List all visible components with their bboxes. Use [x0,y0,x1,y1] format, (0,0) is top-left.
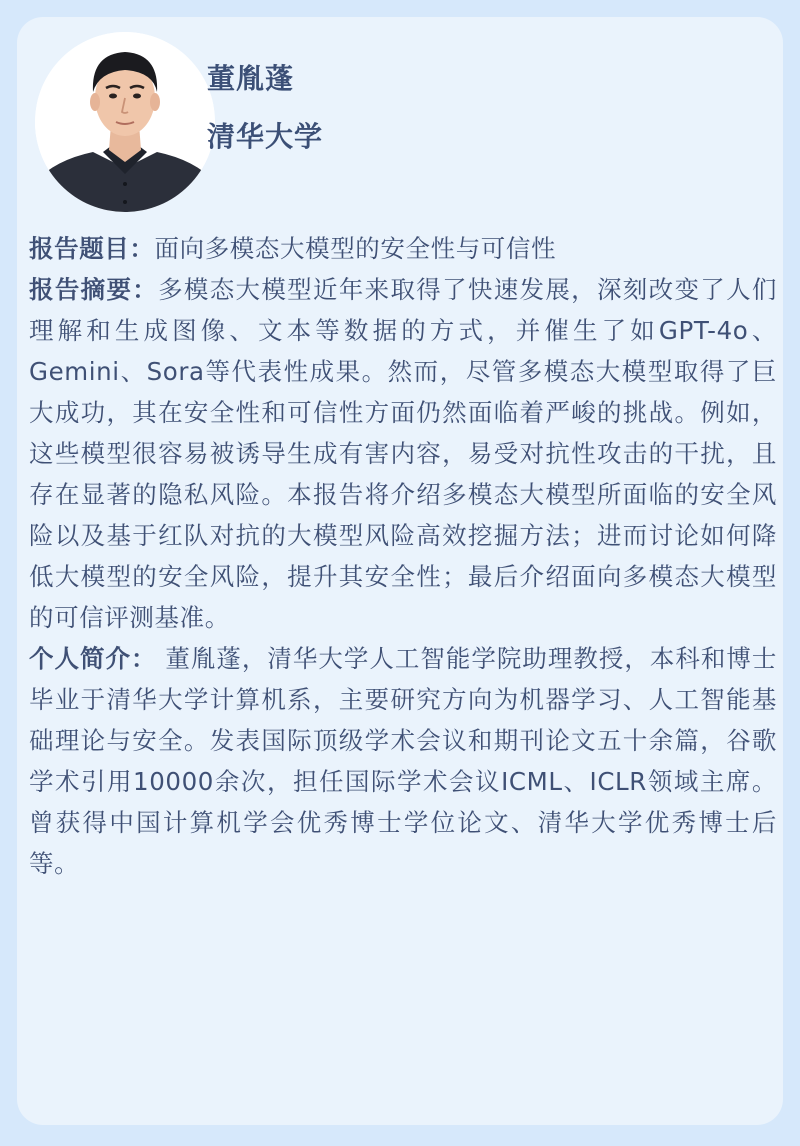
report-title: 面向多模态大模型的安全性与可信性 [154,234,557,263]
report-details [29,228,777,884]
report-abstract-paragraph [29,269,777,638]
speaker-name: 董胤蓬 [207,62,295,95]
report-title-paragraph [29,228,777,269]
speaker-portrait-image [35,32,215,212]
speaker-bio-label: 个人简介： [29,644,157,673]
speaker-card [17,17,783,1125]
report-abstract: 多模态大模型近年来取得了快速发展，深刻改变了人们理解和生成图像、文本等数据的方式，并催生了如GPT-4o、Gemini、Sora等代表性成果。然而，尽管多模态大模型取得了巨大成功，其在安全性和可信性方面仍然面临着严峻的挑战。例如，这些模型很容易被诱导生成有害内容，易受对抗性攻击的干扰，且存在显著的隐私风险。本报告将介绍多模态大模型所面临的安全风险以及基于红队对抗的大模型风险高效挖掘方法；进而讨论如何降低大模型的安全风险，提升其安全性；最后介绍面向多模态大模型的可信评测基准。 [29,275,777,632]
report-title-label: 报告题目： [29,234,155,263]
speaker-bio: 董胤蓬，清华大学人工智能学院助理教授，本科和博士毕业于清华大学计算机系，主要研究方向为机器学习、人工智能基础理论与安全。发表国际顶级学术会议和期刊论文五十余篇，谷歌学术引用10000余次，担任国际学术会议ICML、ICLR领域主席。曾获得中国计算机学会优秀博士学位论文、清华大学优秀博士后等。 [29,644,778,878]
speaker-affiliation: 清华大学 [207,120,324,153]
report-abstract-label: 报告摘要： [29,275,159,304]
speaker-bio-paragraph [29,638,777,884]
speaker-photo [35,32,215,212]
